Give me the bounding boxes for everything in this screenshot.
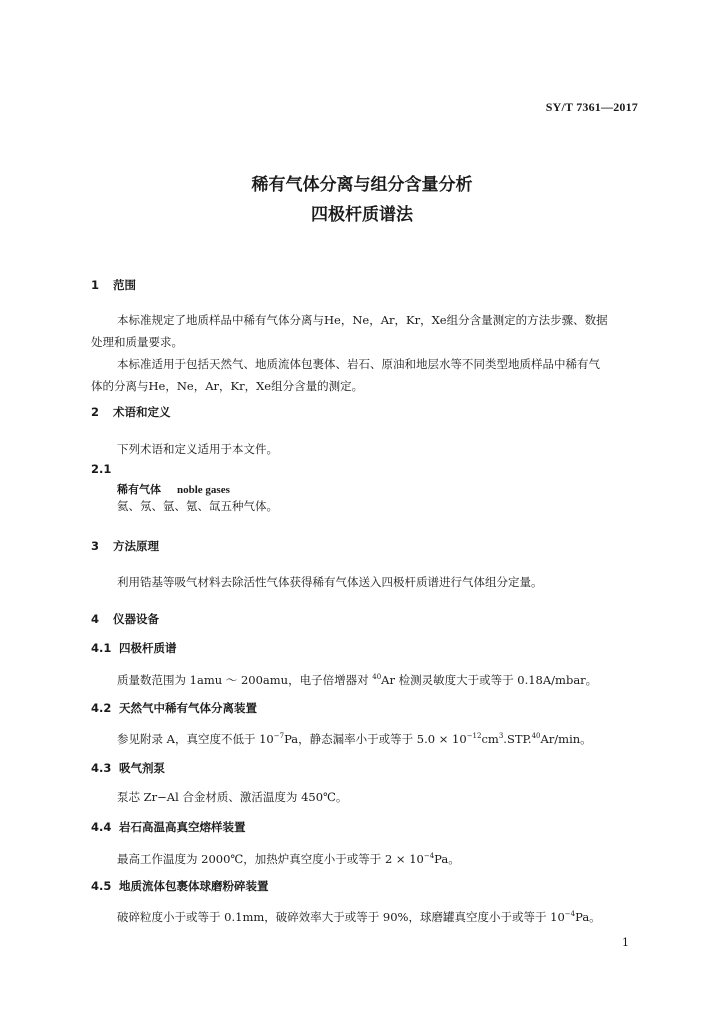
section-number: 2 [91,405,100,419]
clause-number: 4.5 [91,879,112,893]
section-1-heading [91,277,136,293]
clause-4-1-text [117,666,637,691]
section-number: 1 [91,278,100,292]
clause-4-5-text [117,903,637,928]
superscript: 40 [372,673,382,681]
clause-4-4-text [117,845,637,870]
section-2-heading [91,404,171,420]
text-run: 破碎粒度小于或等于 0.1mm，破碎效率大于或等于 90%，球磨罐真空度小于或等于 10 [117,909,565,924]
paragraph-line: 本标准规定了地质样品中稀有气体分离与He，Ne，Ar，Kr，Xe组分含量测定的方法步骤、数据 [117,313,608,327]
paragraph-line: 处理和质量要求。 [91,335,183,349]
clause-number: 4.3 [91,761,112,775]
clause-4-3-text: 泵芯 Zr−Al 合金材质、激活温度为 450℃。 [117,790,348,804]
clause-title: 天然气中稀有气体分离装置 [119,701,257,715]
section-title: 方法原理 [113,539,159,553]
section-3-text: 利用锆基等吸气材料去除活性气体获得稀有气体送入四极杆质谱进行气体组分定量。 [117,575,543,589]
text-run: Ar 检测灵敏度大于或等于 0.18A/mbar。 [381,672,598,687]
clause-4-3-heading [91,760,165,776]
clause-2-1-number: 2.1 [91,462,112,476]
clause-4-2-heading [91,700,257,716]
superscript: −12 [466,732,482,740]
text-run: Ar/min。 [540,731,592,746]
section-number: 4 [91,612,100,626]
term-chinese: 稀有气体 [117,483,161,496]
text-run: Pa，静态漏率小于或等于 5.0 × 10 [284,731,467,746]
paragraph-line: 体的分离与He，Ne，Ar，Kr，Xe组分含量的测定。 [91,379,364,393]
superscript: −4 [423,852,435,860]
section-title: 范围 [113,278,136,292]
text-run: 质量数范围为 1amu ～ 200amu，电子倍增器对 [117,672,373,687]
superscript: 40 [531,732,541,740]
text-run: Pa。 [434,851,460,866]
superscript: 3 [498,732,504,740]
text-run: Pa。 [575,909,601,924]
paragraph-line: 本标准适用于包括天然气、地质流体包裹体、岩石、原油和地层水等不同类型地质样品中稀有气 [117,357,600,371]
text-run: .STP. [503,731,532,746]
section-title: 仪器设备 [113,612,159,626]
clause-title: 岩石高温高真空熔样装置 [119,820,246,834]
text-run: cm [481,731,499,746]
term-definition: 氦、氖、氩、氪、氙五种气体。 [117,499,278,513]
section-title: 术语和定义 [113,405,171,419]
clause-title: 吸气剂泵 [119,761,165,775]
section-1-paragraph-1 [91,309,641,353]
clause-4-5-heading [91,878,269,894]
text-run: 最高工作温度为 2000℃，加热炉真空度小于或等于 2 × 10 [117,851,424,866]
term-english: noble gases [177,484,230,496]
clause-4-4-heading [91,819,246,835]
clause-number: 4.1 [91,641,112,655]
text-run: 参见附录 A，真空度不低于 10 [117,731,274,746]
clause-4-1-heading [91,640,177,656]
document-subtitle: 四极杆质谱法 [311,205,413,225]
standard-code: SY/T 7361—2017 [545,100,638,114]
section-2-intro: 下列术语和定义适用于本文件。 [117,442,278,456]
section-1-paragraph-2 [91,353,641,397]
superscript: −7 [273,732,285,740]
section-3-heading [91,538,159,554]
section-number: 3 [91,539,100,553]
page-number: 1 [622,936,629,949]
clause-title: 四极杆质谱 [119,641,177,655]
superscript: −4 [564,910,576,918]
section-4-heading [91,611,159,627]
clause-number: 4.2 [91,701,112,715]
clause-title: 地质流体包裹体球磨粉碎装置 [119,879,269,893]
clause-4-2-text [117,725,637,750]
clause-number: 4.4 [91,820,112,834]
document-title: 稀有气体分离与组分含量分析 [251,175,473,195]
